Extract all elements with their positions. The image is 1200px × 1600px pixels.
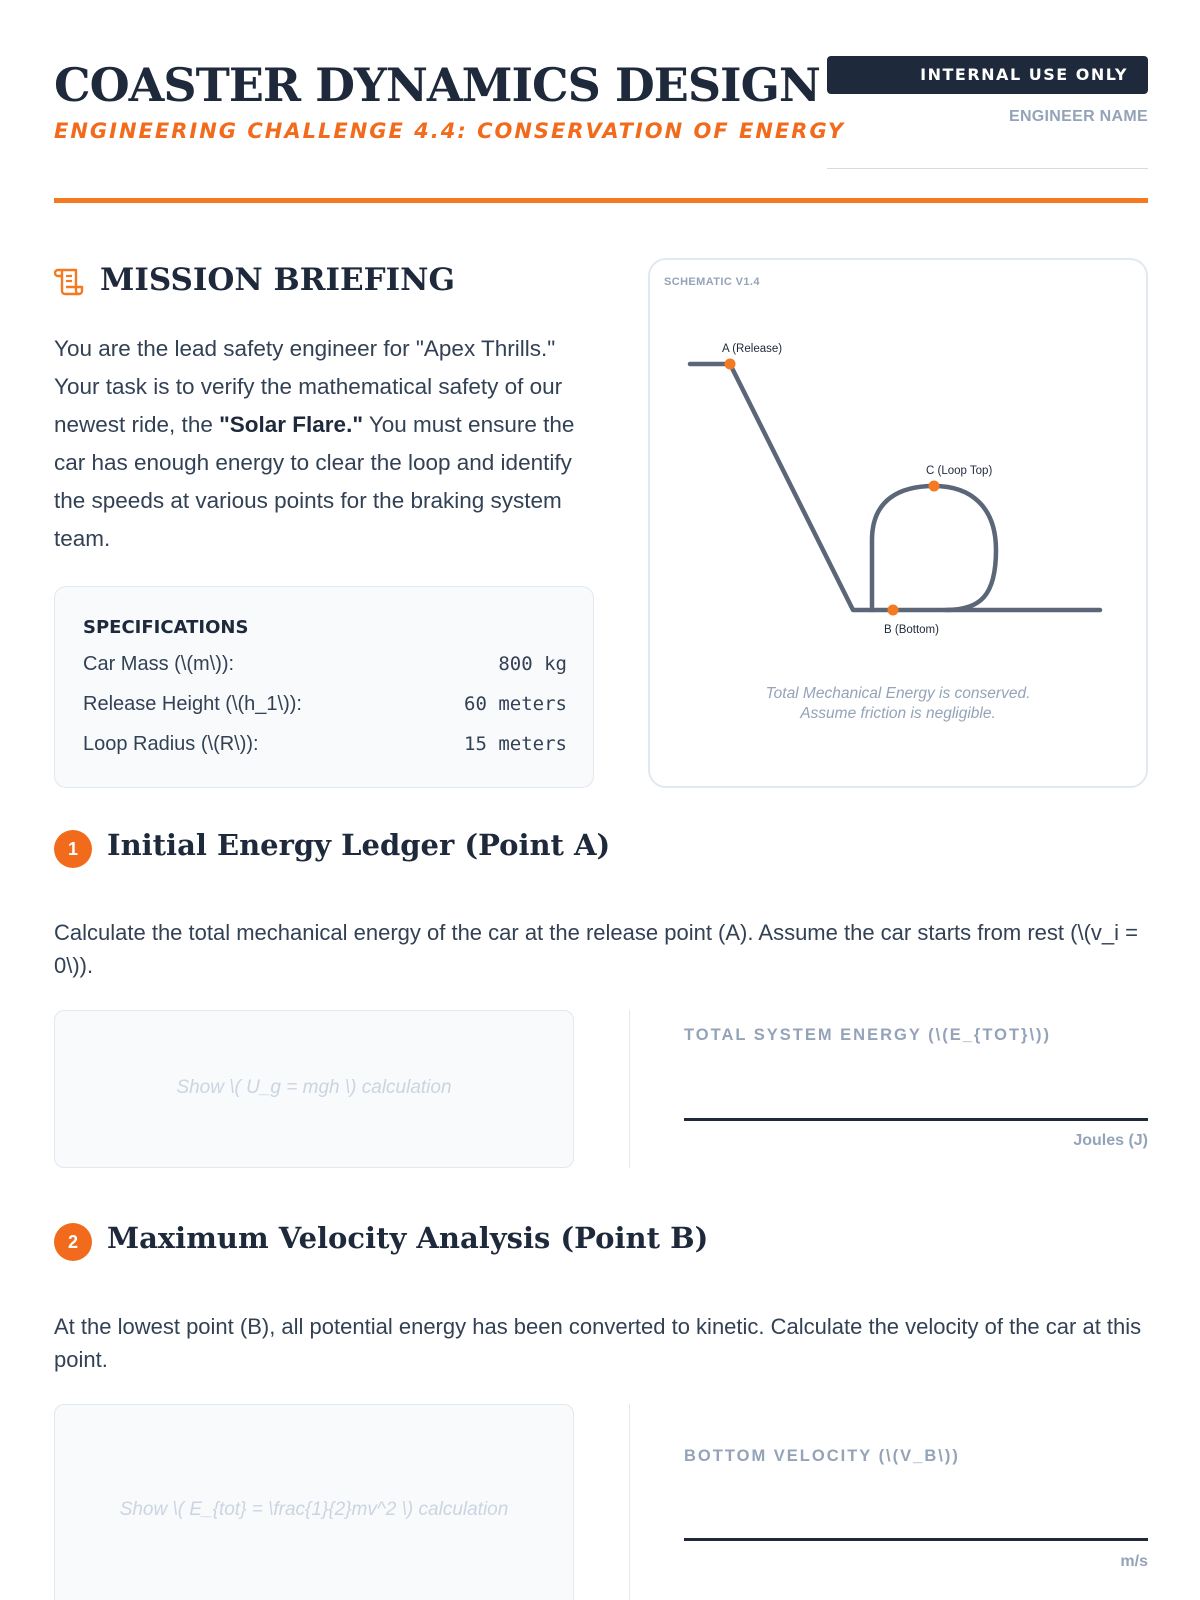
section-1-description: Calculate the total mechanical energy of the car at the release point (A). Assume the car starts from rest (\(v_i = 0\)). bbox=[54, 920, 1138, 978]
section-1-work-area[interactable] bbox=[54, 1010, 574, 1168]
engineer-name-label: ENGINEER NAME bbox=[1008, 108, 1148, 125]
spec-value: 800 kg bbox=[498, 653, 567, 675]
section-divider bbox=[629, 1404, 630, 1600]
work-placeholder: Show \( E_{tot} = \frac{1}{2}mv^2 \) calculation bbox=[119, 1499, 509, 1520]
track-path bbox=[690, 364, 1100, 610]
engineer-name-field[interactable] bbox=[827, 168, 1148, 169]
total-energy-answer-field[interactable] bbox=[684, 1118, 1148, 1121]
section-2-work-area[interactable] bbox=[54, 1404, 574, 1600]
briefing-text-part: You are the lead safety engineer for "Apex Thrills." Your task is to verify the mathematical safety of our newest ride, the bbox=[54, 336, 563, 437]
specifications-title: SPECIFICATIONS bbox=[83, 617, 249, 638]
caption-line: Total Mechanical Energy is conserved. bbox=[765, 685, 1031, 702]
section-number-badge: 1 bbox=[54, 830, 92, 868]
section-divider bbox=[629, 1010, 630, 1168]
spec-value: 60 meters bbox=[464, 693, 567, 715]
point-c-marker bbox=[929, 481, 940, 492]
briefing-text-part: You must ensure the car has enough energy to clear the loop and identify the speeds at various points for the braking system team. bbox=[54, 412, 575, 551]
schematic-panel bbox=[648, 258, 1148, 788]
internal-use-badge: INTERNAL USE ONLY bbox=[827, 56, 1148, 94]
bottom-velocity-label: BOTTOM VELOCITY (\(V_B\)) bbox=[684, 1447, 960, 1465]
section-2-description: At the lowest point (B), all potential energy has been converted to kinetic. Calculate the velocity of the car at this point. bbox=[54, 1314, 1142, 1372]
loop-path bbox=[872, 486, 996, 610]
total-energy-label: TOTAL SYSTEM ENERGY (\(E_{TOT}\)) bbox=[684, 1026, 1052, 1044]
header bbox=[54, 56, 1148, 202]
spec-row-height bbox=[83, 693, 567, 723]
page-subtitle: ENGINEERING CHALLENGE 4.4: CONSERVATION OF ENERGY bbox=[54, 119, 846, 143]
work-placeholder: Show \( U_g = mgh \) calculation bbox=[176, 1077, 452, 1098]
header-divider bbox=[54, 198, 1148, 203]
schematic-caption bbox=[650, 684, 1146, 724]
worksheet-page bbox=[54, 0, 1148, 1600]
spec-row-mass bbox=[83, 653, 567, 683]
scroll-icon bbox=[54, 266, 86, 296]
spec-label: Car Mass (\(m\)): bbox=[83, 653, 235, 675]
briefing-title: MISSION BRIEFING bbox=[100, 262, 455, 298]
schematic-label: SCHEMATIC V1.4 bbox=[664, 276, 760, 288]
point-a-label: A (Release) bbox=[722, 343, 783, 355]
section-number-badge: 2 bbox=[54, 1223, 92, 1261]
spec-value: 15 meters bbox=[464, 733, 567, 755]
total-energy-unit: Joules (J) bbox=[1073, 1132, 1148, 1149]
caption-line: Assume friction is negligible. bbox=[800, 705, 996, 722]
ride-name: "Solar Flare." bbox=[219, 412, 363, 437]
point-b-label: B (Bottom) bbox=[884, 624, 939, 636]
spec-label: Release Height (\(h_1\)): bbox=[83, 693, 302, 715]
point-b-marker bbox=[888, 605, 899, 616]
briefing-text bbox=[54, 330, 602, 558]
specifications-box bbox=[54, 586, 594, 788]
point-a-marker bbox=[725, 359, 736, 370]
section-title: Maximum Velocity Analysis (Point B) bbox=[107, 1221, 709, 1255]
spec-row-radius bbox=[83, 733, 567, 763]
point-c-label: C (Loop Top) bbox=[926, 465, 993, 477]
bottom-velocity-unit: m/s bbox=[1120, 1553, 1148, 1570]
page-title: COASTER DYNAMICS DESIGN bbox=[54, 58, 820, 112]
section-title: Initial Energy Ledger (Point A) bbox=[107, 828, 611, 862]
bottom-velocity-answer-field[interactable] bbox=[684, 1538, 1148, 1541]
spec-label: Loop Radius (\(R\)): bbox=[83, 733, 259, 755]
